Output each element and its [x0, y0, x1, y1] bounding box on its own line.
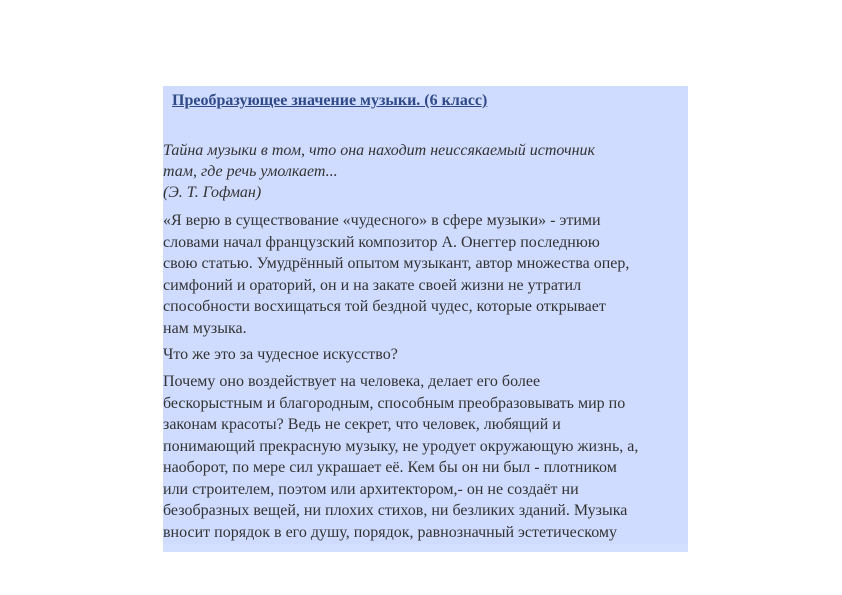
text-line: или строителем, поэтом или архитектором,- он не создаёт ни: [163, 480, 579, 498]
epigraph: [163, 140, 683, 203]
text-line: нам музыка.: [163, 319, 247, 337]
paragraph-2: [163, 344, 688, 366]
text-line: наоборот, по мере сил украшает её. Кем бы он ни был - плотником: [163, 459, 617, 476]
text-line: Почему оно воздействует на человека, делает его более: [163, 373, 541, 390]
epigraph-author: (Э. Т. Гофман): [163, 184, 262, 201]
text-line: вносит порядок в его душу, порядок, равнозначный эстетическому: [163, 523, 618, 541]
paragraph-1: [163, 210, 688, 339]
text-line: безобразных вещей, ни плохих стихов, ни безликих зданий. Музыка: [163, 502, 628, 519]
text-line: симфоний и ораторий, он и на закате своей жизни не утратил: [163, 276, 582, 294]
text-line: словами начал французский композитор А. Онеггер последнюю: [163, 233, 600, 251]
text-line: бескорыстным и благородным, способным преобразовывать мир по: [163, 394, 626, 412]
text-line: законам красоты? Ведь не секрет, что человек, любящий и: [163, 416, 561, 433]
panel-bottom-edge: [163, 544, 688, 552]
text-line: способности восхищаться той бездной чудес, которые открывает: [163, 298, 606, 315]
text-line: Что же это за чудесное искусство?: [163, 346, 398, 363]
epigraph-line: Тайна музыки в том, что она находит неиссякаемый источник: [163, 142, 596, 159]
text-line: понимающий прекрасную музыку, не уродует окружающую жизнь, а,: [163, 437, 639, 455]
text-line: свою статью. Умудрённый опытом музыкант, автор множества опер,: [163, 255, 630, 272]
document-panel: [163, 86, 688, 552]
document-title-link[interactable]: Преобразующее значение музыки. (6 класс): [172, 92, 488, 109]
text-line: «Я верю в существование «чудесного» в сфере музыки» - этими: [163, 212, 601, 229]
epigraph-line: там, где речь умолкает...: [163, 163, 338, 180]
paragraph-3: [163, 371, 688, 543]
